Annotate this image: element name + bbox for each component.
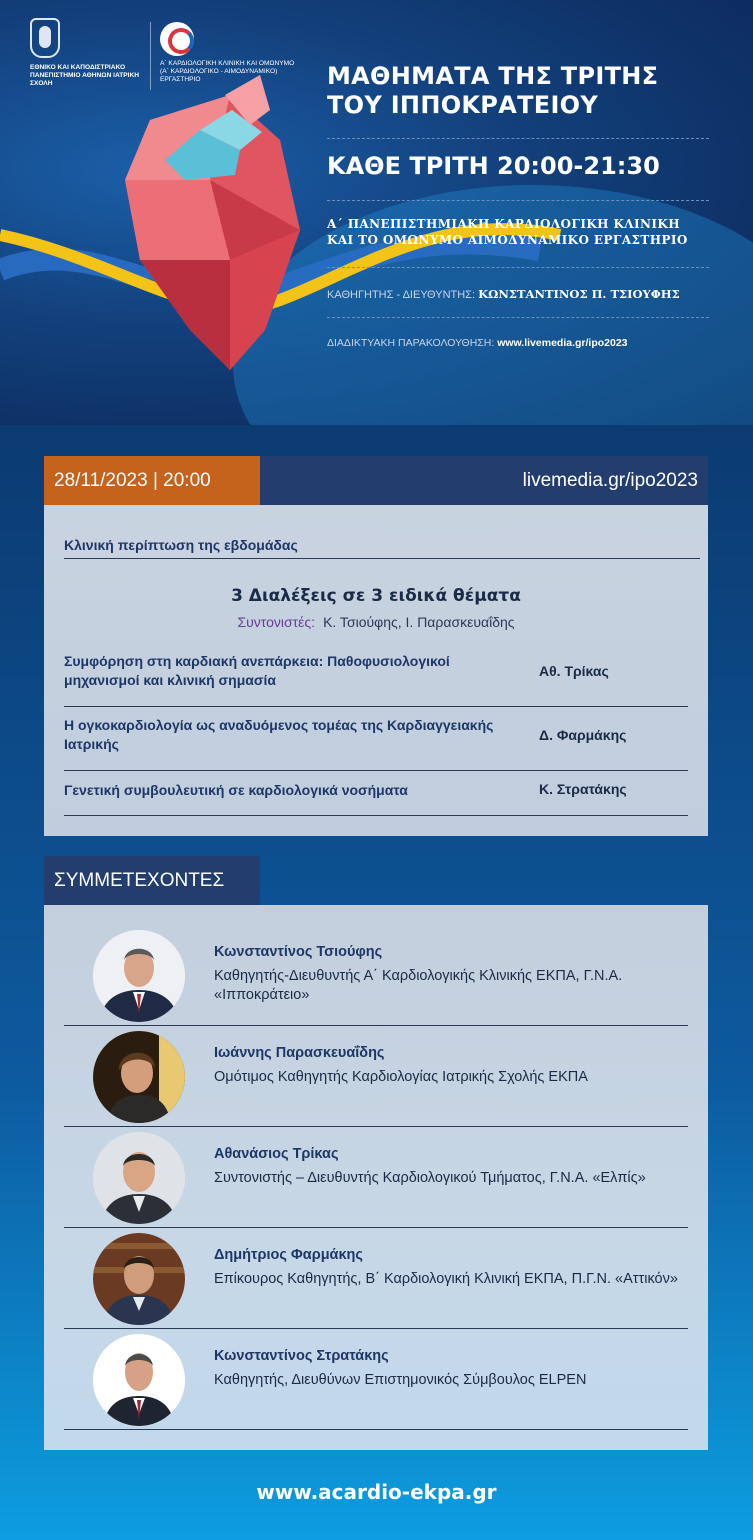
participant-row [64, 1031, 688, 1132]
participant-role: Επίκουρος Καθηγητής, Β΄ Καρδιολογική Κλινική ΕΚΠΑ, Π.Γ.Ν. «Αττικόν» [214, 1271, 678, 1287]
participant-name: Ιωάννης Παρασκευαΐδης [214, 1045, 385, 1061]
participant-name: Δημήτριος Φαρμάκης [214, 1247, 363, 1263]
lectures-title: 3 Διαλέξεις σε 3 ειδικά θέματα [231, 586, 521, 606]
participant-role: Ομότιμος Καθηγητής Καρδιολογίας Ιατρικής Σχολής ΕΚΠΑ [214, 1069, 588, 1085]
participant-role: Καθηγητής-Διευθυντής Α΄ Καρδιολογικής Κλινικής ΕΚΠΑ, Γ.Ν.Α. «Ιπποκράτειο» [214, 968, 623, 1003]
hero-divider [327, 267, 709, 268]
participant-name: Αθανάσιος Τρίκας [214, 1146, 339, 1162]
low-poly-heart [125, 75, 300, 370]
session-url-link[interactable]: livemedia.gr/ipo2023 [522, 470, 698, 491]
participant-role: Συντονιστής – Διευθυντής Καρδιολογικού Τμήματος, Γ.Ν.Α. «Ελπίς» [214, 1170, 646, 1186]
university-logo [30, 18, 150, 88]
talk-speaker: Δ. Φαρμάκης [539, 727, 627, 743]
clinic-name [327, 216, 717, 248]
divider [64, 1328, 688, 1329]
coordinators-line [44, 614, 708, 630]
avatar [93, 1233, 185, 1325]
online-label: ΔΙΑΔΙΚΤΥΑΚΗ ΠΑΡΑΚΟΛΟΥΘΗΣΗ: [327, 337, 495, 349]
participant-name: Κωνσταντίνος Τσιούφης [214, 944, 383, 960]
coordinators-names: Κ. Τσιούφης, Ι. Παρασκευαΐδης [323, 614, 515, 630]
divider [64, 1227, 688, 1228]
avatar [93, 1132, 185, 1224]
avatar [93, 1031, 185, 1123]
university-name: ΕΘΝΙΚΟ ΚΑΙ ΚΑΠΟΔΙΣΤΡΙΑΚΟ ΠΑΝΕΠΙΣΤΗΜΙΟ ΑΘΗΝΩΝ ΙΑΤΡΙΚΗ ΣΧΟΛΗ [30, 64, 140, 87]
footer-website-link[interactable]: www.acardio-ekpa.gr [256, 1480, 497, 1504]
online-url-link[interactable]: www.livemedia.gr/ipo2023 [497, 337, 628, 349]
divider [64, 770, 688, 771]
title-line-1: ΜΑΘΗΜΑΤΑ ΤΗΣ ΤΡΙΤΗΣ [327, 62, 659, 90]
participant-row [64, 1334, 688, 1435]
participants-card [44, 905, 708, 1450]
divider [64, 815, 688, 816]
coordinators-label: Συντονιστές: [237, 614, 316, 630]
talk-speaker: Κ. Στρατάκης [539, 781, 627, 797]
hero-divider [327, 200, 709, 201]
divider [64, 1025, 688, 1026]
director-name: ΚΩΝΣΤΑΝΤΙΝΟΣ Π. ΤΣΙΟΥΦΗΣ [478, 287, 680, 301]
talk-title: Γενετική συμβουλευτική σε καρδιολογικά νοσήματα [64, 782, 408, 798]
divider [64, 558, 700, 559]
avatar [93, 930, 185, 1022]
hero-banner [0, 0, 753, 425]
talk-speaker: Αθ. Τρίκας [539, 663, 609, 679]
director-line [327, 287, 680, 301]
participant-row [64, 1233, 688, 1334]
divider [64, 1429, 688, 1430]
participants-heading: ΣΥΜΜΕΤΕΧΟΝΤΕΣ [44, 856, 260, 905]
session-header-bar [44, 456, 708, 505]
divider [64, 706, 688, 707]
online-line [327, 337, 628, 349]
logo-divider [150, 22, 151, 90]
athena-crest-icon [30, 18, 60, 58]
talk-title: Η ογκοκαρδιολογία ως αναδυόμενος τομέας της Καρδιαγγειακής Ιατρικής [64, 717, 494, 752]
hero-divider [327, 317, 709, 318]
participant-name: Κωνσταντίνος Στρατάκης [214, 1348, 389, 1364]
page-title [327, 62, 737, 120]
clinic-mark-icon [160, 22, 194, 56]
clinic-logo [160, 22, 300, 84]
participant-row [64, 1132, 688, 1233]
participant-row [64, 930, 688, 1031]
clinic-line-2: ΚΑΙ ΤΟ ΟΜΩΝΥΜΟ ΑΙΜΟΔΥΝΑΜΙΚΟ ΕΡΓΑΣΤΗΡΙΟ [327, 233, 688, 247]
divider [64, 1126, 688, 1127]
case-label: Κλινική περίπτωση της εβδομάδας [64, 537, 298, 553]
schedule-text: ΚΑΘΕ ΤΡΙΤΗ 20:00-21:30 [327, 152, 660, 180]
session-card [44, 505, 708, 836]
talk-title: Συμφόρηση στη καρδιακή ανεπάρκεια: Παθοφυσιολογικοί μηχανισμοί και κλινική σημασία [64, 653, 450, 688]
director-label: ΚΑΘΗΓΗΤΗΣ - ΔΙΕΥΘΥΝΤΗΣ: [327, 289, 476, 301]
hero-divider [327, 138, 709, 139]
avatar [93, 1334, 185, 1426]
participant-role: Καθηγητής, Διευθύνων Επιστημονικός Σύμβουλος ELPEN [214, 1372, 587, 1388]
title-line-2: ΤΟΥ ΙΠΠΟΚΡΑΤΕΙΟΥ [327, 91, 599, 119]
session-date: 28/11/2023 | 20:00 [44, 456, 260, 505]
clinic-line-1: Α΄ ΠΑΝΕΠΙΣΤΗΜΙΑΚΗ ΚΑΡΔΙΟΛΟΓΙΚΗ ΚΛΙΝΙΚΗ [327, 217, 680, 231]
clinic-logo-name: Α΄ ΚΑΡΔΙΟΛΟΓΙΚΗ ΚΛΙΝΙΚΗ ΚΑΙ ΟΜΩΝΥΜΟ (Α΄ ΚΑΡΔΙΟΛΟΓΙΚΟ - ΑΙΜΟΔΥΝΑΜΙΚΟ) ΕΡΓΑΣΤΗΡΙΟ [160, 60, 295, 83]
